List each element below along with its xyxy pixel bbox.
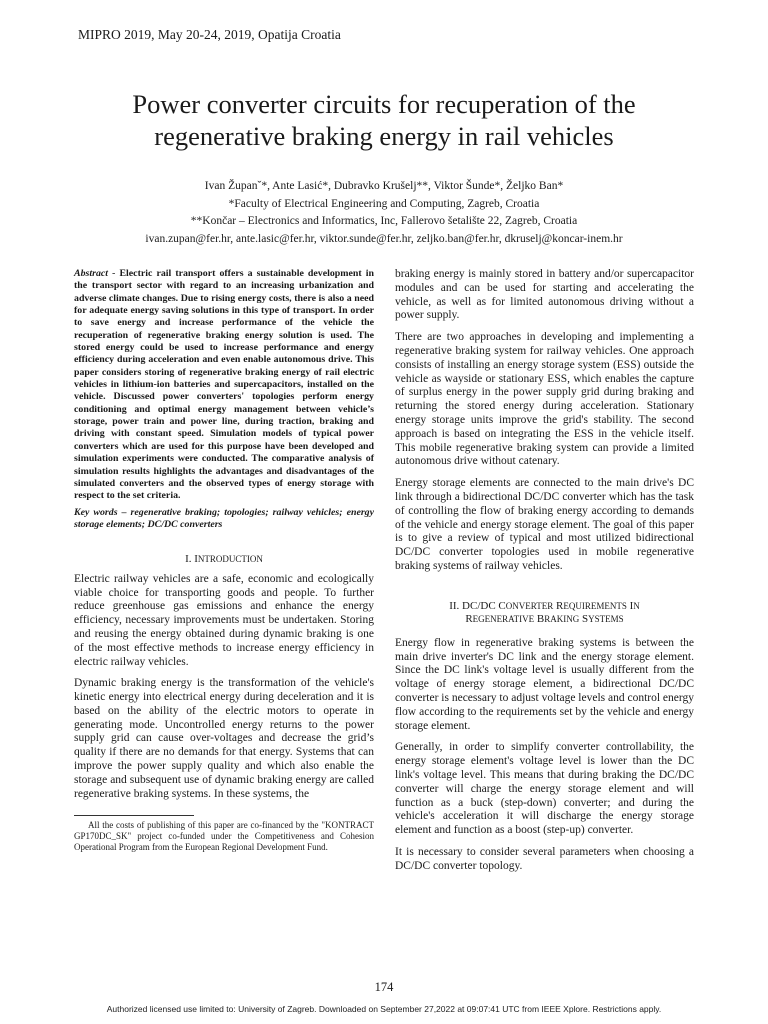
right-paragraph-3: Energy storage elements are connected to the main drive's DC link through a bidirectional DC/DC converter which has the task of controlling the flow of braking energy according to demands of the vehicle and energy storage element. The goal of this paper is to give a review of typical and most utilized bidirectional DC/DC converter topologies used in mobile regenerative braking systems of railway vehicles.	[395, 477, 694, 572]
left-column	[74, 268, 374, 852]
section-heading-requirements: II. DC/DC CONVERTER REQUIREMENTS IN REGENERATIVE BRAKING SYSTEMS	[449, 599, 640, 626]
footnote-rule	[74, 815, 194, 816]
author-block	[40, 178, 728, 248]
title-line-1: Power converter circuits for recuperation of the	[132, 89, 636, 119]
abstract-label: Abstract -	[74, 268, 116, 279]
page-number: 174	[374, 980, 394, 994]
right-paragraph-2: There are two approaches in developing and implementing a regenerative braking system for railway vehicles. One approach consists of installing an energy storage system (ESS) outside the vehicle as wayside or stationary ESS, which enables the capture of surplus energy in the power supply grid during braking and returning the stored energy during acceleration. Stationary energy storage units improve the grid's stability. The second approach is based on integrating the ESS in the vehicle itself. This mobile regenerative braking system can provide a limited autonomous drive without catenary.	[395, 331, 694, 468]
affiliation-2: **Končar – Electronics and Informatics, Inc, Fallerovo šetalište 22, Zagreb, Croatia	[190, 215, 578, 227]
requirements-paragraph-2: Generally, in order to simplify converter controllability, the energy storage element's voltage level is lower than the DC link's voltage level. This means that during braking the DC/DC converter will charge the energy storage element and will function as a buck (step-down) converter; and during the vehicle's acceleration it will discharge the energy storage element and function as a boost (step-up) converter.	[395, 741, 694, 837]
right-paragraph-1: braking energy is mainly stored in battery and/or supercapacitor modules and can be used for starting and accelerating the vehicle, as well as for limited autonomous driving without a power supply.	[395, 268, 694, 322]
right-column	[395, 268, 694, 881]
title-line-2: regenerative braking energy in rail vehicles	[154, 121, 614, 151]
paper-title	[40, 88, 728, 152]
abstract-text: Electric rail transport offers a sustainable development in the transport sector with regard to an increasing urbanization and adverse climate changes. Due to rising energy costs, there is also a need for adequate energy saving solutions in this type of transport. In order to save energy and increase performance of the vehicle the recuperation of regenerative braking energy solution is used. The stored energy could be used to increase performance and energy efficiency during acceleration and even enable autonomous drive. This paper considers storing of regenerative braking energy of rail electric vehicles in lithium-ion batteries and supercapacitors, installed on the vehicle. Discussed power converters' topologies perform energy conditioning and optimal energy management between vehicle’s storage, power train and power line, during traction, braking and driving with constant speed. Simulation models of typical power converters which are used for this purpose have been developed and simulation experiments were conducted. The comparative analysis of simulation results highlights the advantages and disadvantages of the simulated converters and the observed types of energy storage with respect to the set criteria.	[74, 268, 375, 502]
intro-paragraph-2: Dynamic braking energy is the transformation of the vehicle's kinetic energy into electrical energy during deceleration and it is based on the ability of the electric motors to operate in generating mode. Uncontrolled energy returns to the power supply grid can cause over-voltages and decrease the grid’s quality if there are no demands for that energy. Systems that can improve the power supply quality and which also enable the storage and subsequent use of dynamic braking energy are called regenerative braking systems. In these systems, the	[74, 677, 374, 800]
author-names: Ivan Županˇ*, Ante Lasić*, Dubravko Krušelj**, Viktor Šunde*, Željko Ban*	[204, 180, 564, 192]
affiliation-1: *Faculty of Electrical Engineering and Computing, Zagreb, Croatia	[228, 197, 540, 210]
intro-paragraph-1: Electric railway vehicles are a safe, economic and ecologically viable choice for transporting goods and people. To further reduce greenhouse gas emissions and enhance the energy efficiency, necessary improvements must be undertaken. Storing and reusing the energy obtained during dynamic braking is one of the most effective methods to increase energy efficiency in electric railway vehicles.	[74, 572, 374, 668]
keywords: Key words – regenerative braking; topologies; railway vehicles; energy storage elements; DC/DC converters	[74, 506, 374, 530]
abstract	[74, 268, 374, 503]
author-emails: ivan.zupan@fer.hr, ante.lasic@fer.hr, viktor.sunde@fer.hr, zeljko.ban@fer.hr, dkruselj@koncar-inem.hr	[145, 232, 623, 245]
conference-header: MIPRO 2019, May 20-24, 2019, Opatija Croatia	[78, 27, 341, 42]
requirements-paragraph-3: It is necessary to consider several parameters when choosing a DC/DC converter topology.	[395, 845, 694, 872]
license-notice: Authorized licensed use limited to: University of Zagreb. Downloaded on September 27,2022 at 09:07:41 UTC from IEEE Xplore. Restrictions apply.	[106, 1004, 662, 1014]
requirements-paragraph-1: Energy flow in regenerative braking systems is between the main drive inverter's DC link and the energy storage element. Since the DC link's voltage level is usually different from the voltage of energy storage element, a bidirectional DC/DC converter is necessary to adjust voltage levels and control energy flow according to the requirements set by the vehicle and energy storage element.	[395, 636, 695, 732]
footnote: All the costs of publishing of this paper are co-financed by the "KONTRACT GP170DC_SK" project co-funded under the Competitiveness and Cohesion Operational Program from the European Regional Development Fund.	[74, 820, 374, 852]
section-heading-introduction: I. INTRODUCTION	[185, 553, 263, 566]
